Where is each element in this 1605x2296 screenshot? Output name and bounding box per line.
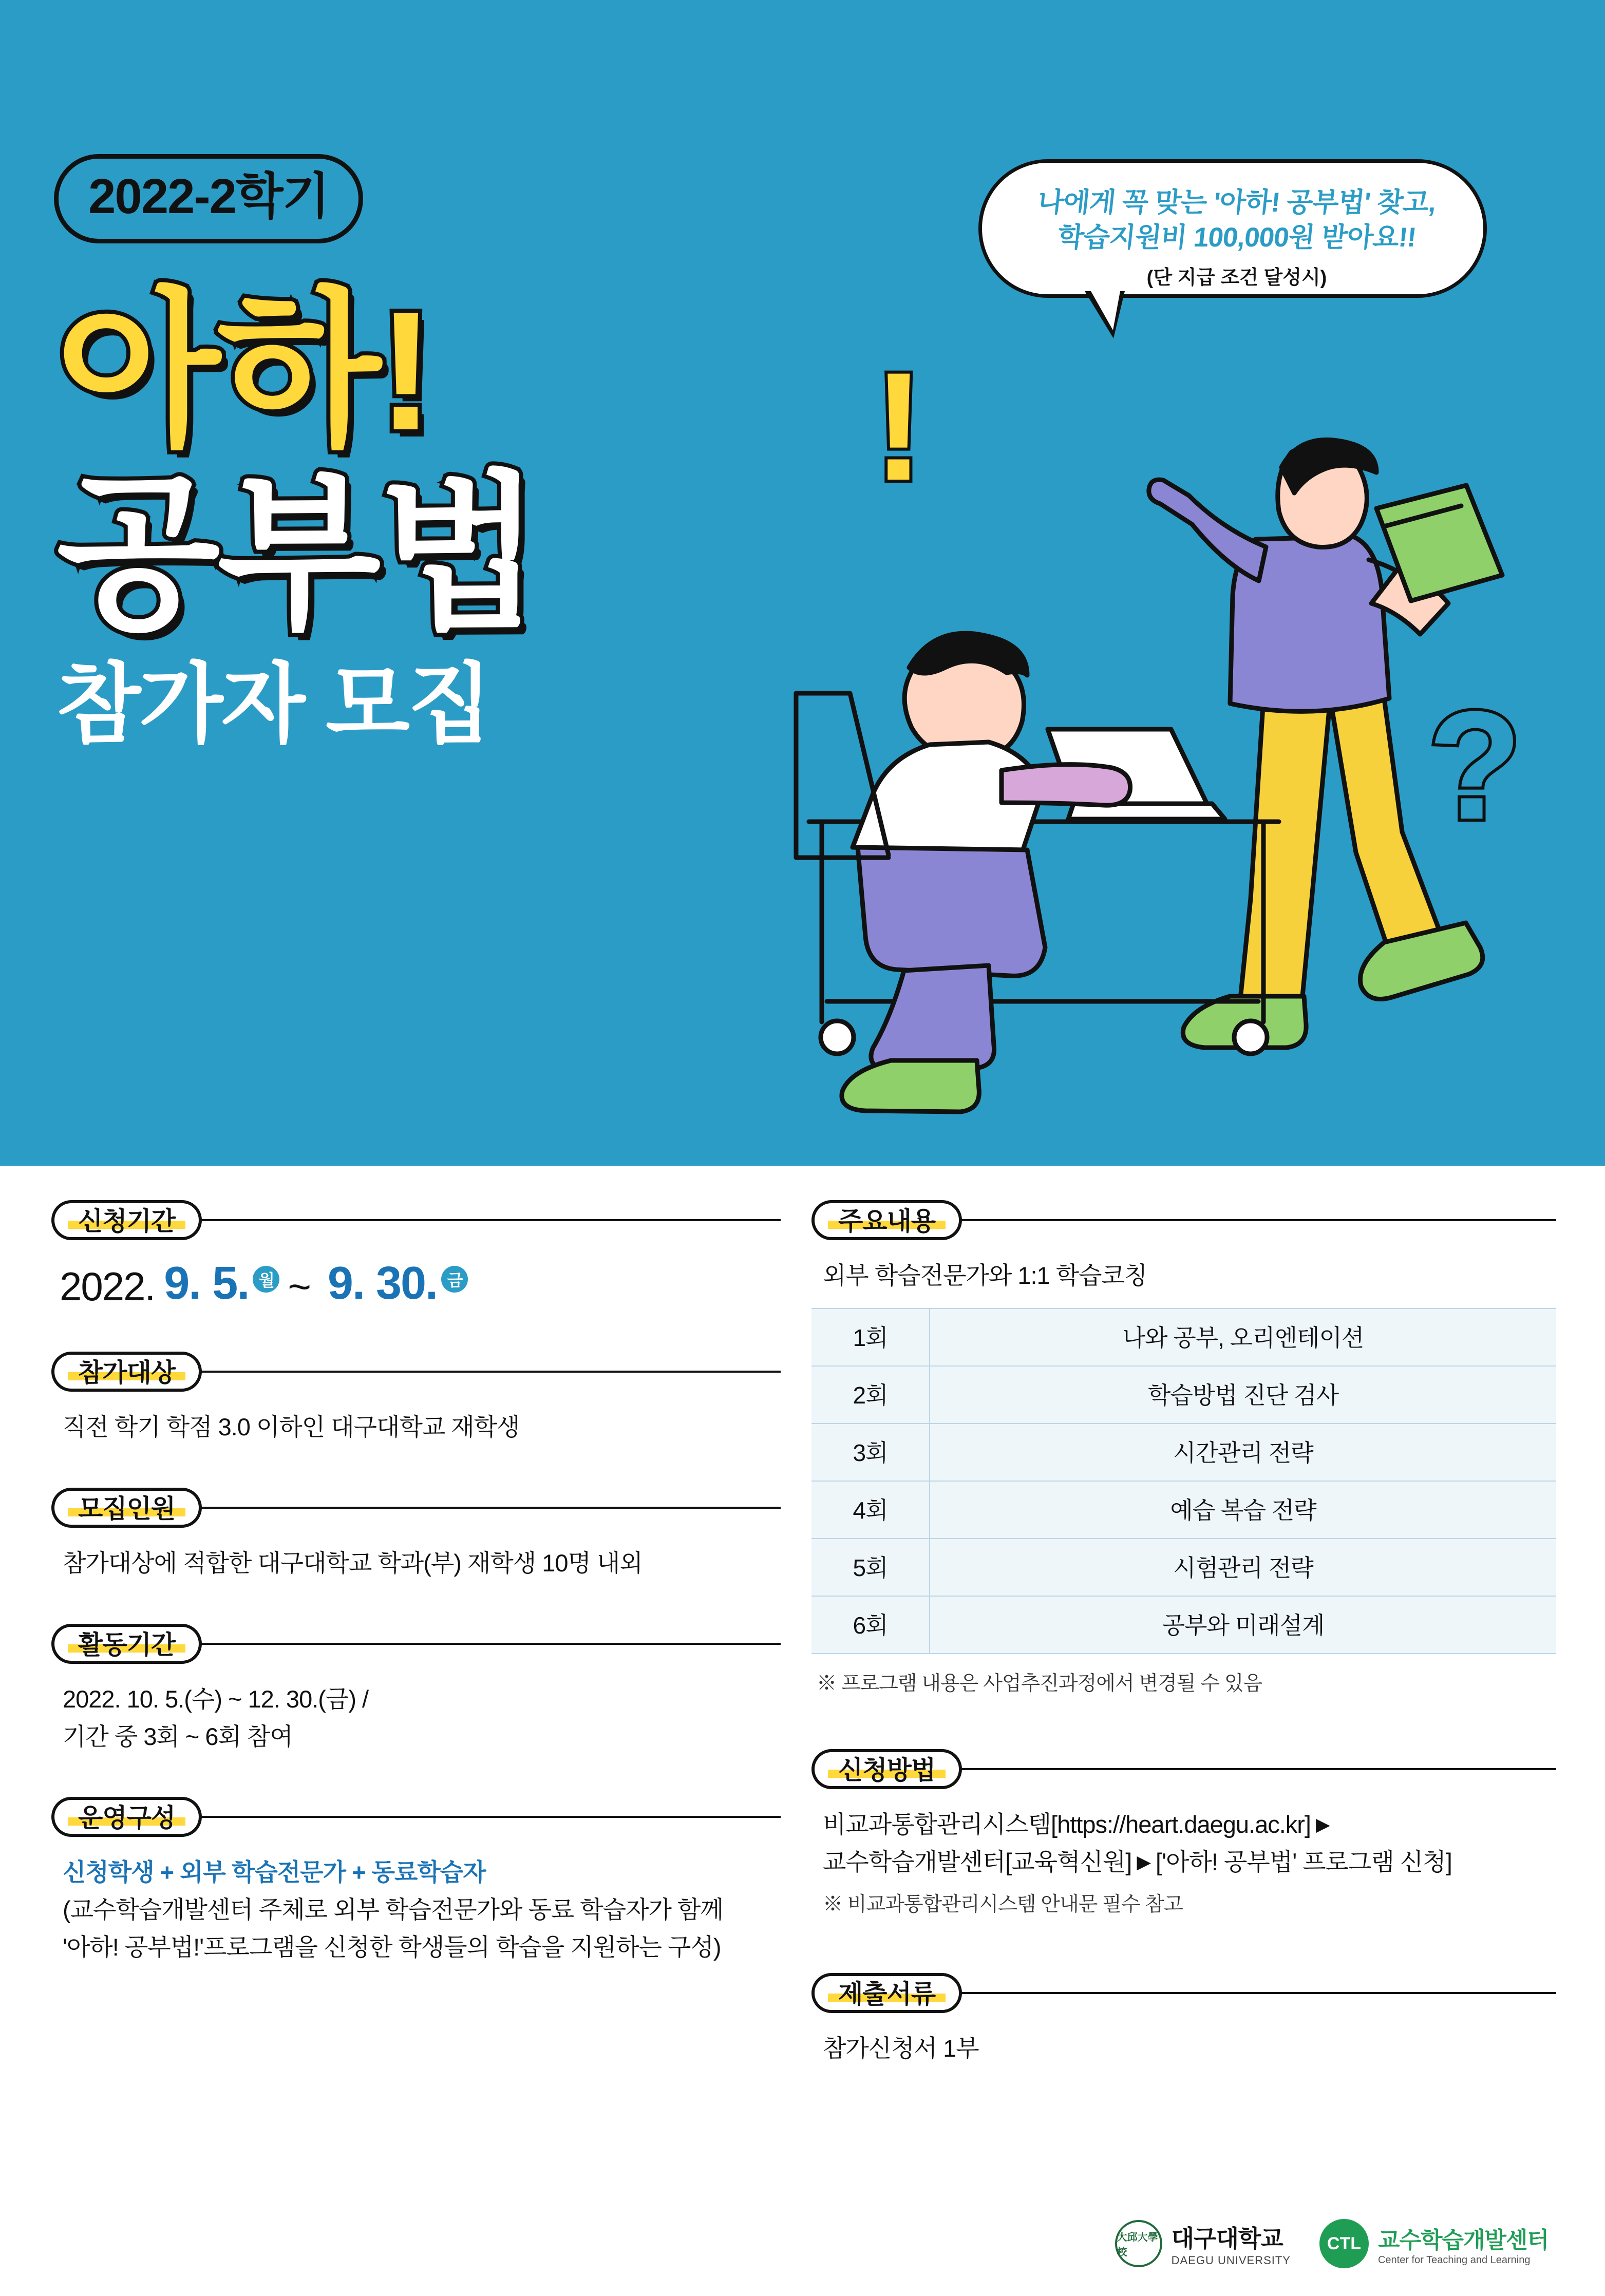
table-row (811, 1308, 1556, 1366)
section-headcount (51, 1484, 781, 1582)
section-apply-period (51, 1197, 781, 1310)
main-content-note: ※ 프로그램 내용은 사업추진과정에서 변경될 수 있음 (817, 1672, 1262, 1695)
pill-label: 참가대상 (78, 1358, 176, 1387)
session-topic: 시간관리 전략 (930, 1424, 1556, 1481)
session-topic: 나와 공부, 오리엔테이션 (930, 1308, 1556, 1366)
table-row (811, 1596, 1556, 1654)
documents-body: 참가신청서 1부 (823, 2034, 979, 2062)
section-documents (811, 1969, 1556, 2067)
composition-highlight: 신청학생 + 외부 학습전문가 + 동료학습자 (63, 1858, 486, 1886)
right-column (811, 1197, 1556, 2073)
table-row (811, 1366, 1556, 1424)
content-section (0, 1166, 1605, 2296)
activity-period-body (51, 1667, 781, 1756)
section-rule (951, 1992, 1556, 1994)
apply-period-start: 9. 5. (164, 1258, 249, 1309)
pill-label: 운영구성 (78, 1804, 176, 1833)
pill-label: 활동기간 (78, 1630, 176, 1659)
title-block (56, 276, 539, 753)
session-topic: 예습 복습 전략 (930, 1481, 1556, 1539)
apply-period-end-dow: 금 (441, 1266, 468, 1293)
session-topic: 시험관리 전략 (930, 1539, 1556, 1596)
title-subtitle: 참가자 모집 (56, 655, 490, 753)
apply-method-note: ※ 비교과통합관리시스템 안내문 필수 참고 (823, 1893, 1183, 1915)
target-body: 직전 학기 학점 3.0 이하인 대구대학교 재학생 (63, 1413, 520, 1440)
apply-method-program: ['아하! 공부법' 프로그램 신청] (1156, 1848, 1452, 1875)
section-title-main-content (811, 1200, 962, 1240)
badge-year: 2022-2학기 (54, 154, 363, 243)
question-mark: ? (1428, 679, 1522, 851)
session-topic: 학습방법 진단 검사 (930, 1366, 1556, 1424)
section-rule (191, 1371, 781, 1373)
pill-label: 신청기간 (78, 1207, 176, 1236)
session-topic: 공부와 미래설계 (930, 1596, 1556, 1654)
session-number: 1회 (811, 1308, 930, 1366)
section-title-composition (51, 1797, 202, 1837)
headcount-body: 참가대상에 적합한 대구대학교 학과(부) 재학생 10명 내외 (63, 1549, 643, 1577)
university-name-ko: 대구대학교 (1171, 2225, 1283, 2252)
apply-period-end: 9. 30. (327, 1258, 438, 1309)
section-title-headcount (51, 1488, 202, 1528)
bubble-line-1: 나에게 꼭 맞는 '아하! 공부법' 찾고, (1036, 187, 1438, 218)
pill-label: 주요내용 (838, 1207, 936, 1236)
section-rule (191, 1507, 781, 1509)
apply-period-year: 2022. (60, 1264, 155, 1309)
session-number: 6회 (811, 1596, 930, 1654)
section-title-documents (811, 1973, 962, 2013)
ctl-name-ko: 교수학습개발센터 (1377, 2227, 1549, 2253)
section-activity-period (51, 1620, 781, 1756)
section-title-apply-method (811, 1749, 962, 1789)
section-rule (191, 1816, 781, 1818)
speech-bubble (978, 159, 1487, 298)
section-rule (951, 1768, 1556, 1770)
ctl-mark-icon: CTL (1319, 2219, 1369, 2268)
pill-label: 제출서류 (838, 1979, 936, 2008)
session-number: 4회 (811, 1481, 930, 1539)
main-content-lead: 외부 학습전문가와 1:1 학습코칭 (823, 1262, 1147, 1289)
arrow-right-icon: ▶ (1137, 1851, 1151, 1873)
table-row (811, 1424, 1556, 1481)
arrow-right-icon: ▶ (1316, 1814, 1330, 1835)
apply-method-body (811, 1793, 1556, 1920)
speech-bubble-tail (1085, 291, 1125, 338)
session-number: 2회 (811, 1366, 930, 1424)
university-name-en: DAEGU UNIVERSITY (1171, 2254, 1291, 2267)
logo-daegu-university (1115, 2220, 1291, 2267)
pill-label: 모집인원 (78, 1494, 176, 1523)
section-main-content (811, 1197, 1556, 1696)
apply-period-dates (51, 1244, 781, 1310)
section-rule (951, 1219, 1556, 1221)
left-column (51, 1197, 781, 1971)
session-number: 5회 (811, 1539, 930, 1596)
title-line-1: 아하! (56, 276, 431, 465)
activity-period-line-2: 기간 중 3회 ~ 6회 참여 (63, 1722, 293, 1750)
logo-ctl (1319, 2219, 1549, 2268)
section-title-activity-period (51, 1624, 202, 1664)
section-title-apply-period (51, 1200, 202, 1240)
section-rule (191, 1643, 781, 1645)
title-line-2: 공부법 (56, 459, 539, 649)
composition-line-1: (교수학습개발센터 주체로 외부 학습전문가와 동료 학습자가 함께 (63, 1896, 723, 1924)
section-apply-method (811, 1745, 1556, 1920)
table-row (811, 1539, 1556, 1596)
apply-method-line-1[interactable] (823, 1806, 1548, 1844)
session-number: 3회 (811, 1424, 930, 1481)
bubble-line-3: (단 지급 조건 달성시) (1146, 267, 1327, 289)
ctl-name-en: Center for Teaching and Learning (1377, 2254, 1531, 2266)
bubble-line-2: 학습지원비 100,000원 받아요!! (1056, 222, 1418, 253)
section-target (51, 1348, 781, 1446)
activity-period-line-1: 2022. 10. 5.(수) ~ 12. 30.(금) / (63, 1685, 369, 1713)
apply-method-system-link[interactable]: 비교과통합관리시스템[https://heart.daegu.ac.kr] (823, 1810, 1311, 1838)
section-title-target (51, 1352, 202, 1392)
composition-body (51, 1840, 781, 1966)
university-seal-icon: 大邱大學校 (1115, 2220, 1162, 2267)
footer-logos (1115, 2219, 1549, 2268)
apply-method-line-2 (823, 1844, 1548, 1881)
apply-method-center: 교수학습개발센터[교육혁신원] (823, 1848, 1132, 1875)
apply-period-tilde: ~ (288, 1264, 310, 1309)
exclamation-mark: ! (873, 340, 924, 513)
composition-line-2: '아하! 공부법!'프로그램을 신청한 학생들의 학습을 지원하는 구성) (63, 1933, 721, 1961)
sessions-table (811, 1308, 1556, 1654)
section-rule (191, 1219, 781, 1221)
illustration-students (760, 339, 1561, 1140)
pill-label: 신청방법 (838, 1755, 936, 1785)
apply-period-start-dow: 월 (253, 1266, 279, 1293)
table-row (811, 1481, 1556, 1539)
section-composition (51, 1793, 781, 1966)
